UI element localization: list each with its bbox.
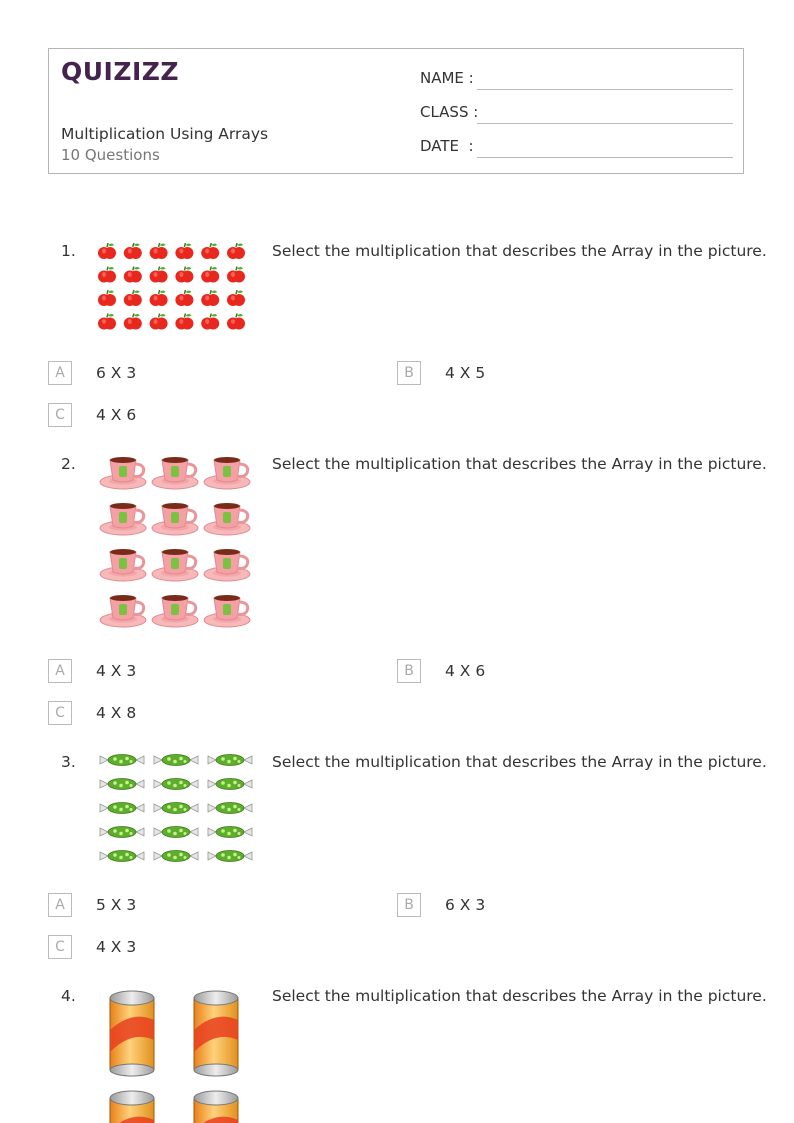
worksheet-header	[48, 48, 744, 174]
apple-icon	[98, 267, 116, 283]
teacup-icon	[152, 595, 198, 627]
candy-icon	[208, 755, 252, 766]
question-text: Select the multiplication that describes the Array in the picture.	[272, 753, 767, 771]
date-label: DATE :	[420, 137, 474, 155]
question-text: Select the multiplication that describes the Array in the picture.	[272, 455, 767, 473]
option-b-box[interactable]: B	[397, 659, 421, 683]
option-b-text: 6 X 3	[445, 896, 486, 914]
candy-icon	[154, 755, 198, 766]
question-count: 10 Questions	[61, 146, 160, 164]
can-icon	[194, 1091, 238, 1123]
can-array-icon	[104, 984, 254, 1123]
question-number: 1.	[61, 242, 76, 260]
candy-icon	[208, 851, 252, 862]
candy-icon	[100, 851, 144, 862]
teacup-icon	[204, 595, 250, 627]
apple-icon	[227, 267, 245, 283]
option-a-text: 4 X 3	[96, 662, 137, 680]
option-a-text: 6 X 3	[96, 364, 137, 382]
option-b-box[interactable]: B	[397, 893, 421, 917]
option-a-box[interactable]: A	[48, 361, 72, 385]
option-a-text: 5 X 3	[96, 896, 137, 914]
apple-icon	[227, 290, 245, 306]
apple-icon	[124, 243, 142, 259]
quizizz-logo: QUIZIZZ	[61, 57, 180, 86]
apple-icon	[98, 243, 116, 259]
option-c-text: 4 X 3	[96, 938, 137, 956]
apple-icon	[175, 314, 193, 330]
candy-icon	[208, 827, 252, 838]
apple-icon	[98, 290, 116, 306]
teacup-icon	[100, 595, 146, 627]
candy-icon	[100, 779, 144, 790]
apple-icon	[201, 290, 219, 306]
candy-icon	[154, 827, 198, 838]
teacup-array-icon	[98, 452, 254, 632]
option-c-box[interactable]: C	[48, 935, 72, 959]
question-number: 4.	[61, 987, 76, 1005]
option-c-box[interactable]: C	[48, 701, 72, 725]
option-c-text: 4 X 6	[96, 406, 137, 424]
apple-icon	[175, 290, 193, 306]
question-number: 3.	[61, 753, 76, 771]
option-b-text: 4 X 5	[445, 364, 486, 382]
apple-icon	[201, 243, 219, 259]
teacup-icon	[204, 457, 250, 489]
option-c-box[interactable]: C	[48, 403, 72, 427]
teacup-icon	[152, 457, 198, 489]
apple-icon	[175, 267, 193, 283]
apple-icon	[98, 314, 116, 330]
worksheet-title: Multiplication Using Arrays	[61, 125, 269, 143]
candy-array-icon	[98, 750, 256, 866]
candy-icon	[100, 755, 144, 766]
name-line[interactable]	[477, 89, 733, 90]
teacup-icon	[204, 503, 250, 535]
option-a-box[interactable]: A	[48, 893, 72, 917]
teacup-icon	[152, 503, 198, 535]
apple-icon	[124, 290, 142, 306]
can-icon	[110, 1091, 154, 1123]
apple-icon	[150, 314, 168, 330]
apple-icon	[124, 314, 142, 330]
teacup-icon	[204, 549, 250, 581]
option-b-text: 4 X 6	[445, 662, 486, 680]
apple-icon	[124, 267, 142, 283]
candy-icon	[208, 803, 252, 814]
date-line[interactable]	[477, 157, 733, 158]
candy-icon	[154, 803, 198, 814]
teacup-icon	[100, 457, 146, 489]
apple-array-icon	[96, 238, 252, 334]
apple-icon	[175, 243, 193, 259]
apple-icon	[227, 243, 245, 259]
can-icon	[194, 991, 238, 1076]
teacup-icon	[100, 549, 146, 581]
teacup-icon	[100, 503, 146, 535]
candy-icon	[208, 779, 252, 790]
teacup-icon	[152, 549, 198, 581]
apple-icon	[201, 314, 219, 330]
apple-icon	[150, 243, 168, 259]
apple-icon	[150, 267, 168, 283]
question-number: 2.	[61, 455, 76, 473]
candy-icon	[154, 851, 198, 862]
candy-icon	[154, 779, 198, 790]
name-label: NAME :	[420, 69, 474, 87]
can-icon	[110, 991, 154, 1076]
apple-icon	[227, 314, 245, 330]
class-label: CLASS :	[420, 103, 479, 121]
question-text: Select the multiplication that describes the Array in the picture.	[272, 987, 767, 1005]
candy-icon	[100, 827, 144, 838]
option-c-text: 4 X 8	[96, 704, 137, 722]
apple-icon	[201, 267, 219, 283]
class-line[interactable]	[477, 123, 733, 124]
question-text: Select the multiplication that describes the Array in the picture.	[272, 242, 767, 260]
apple-icon	[150, 290, 168, 306]
option-b-box[interactable]: B	[397, 361, 421, 385]
candy-icon	[100, 803, 144, 814]
option-a-box[interactable]: A	[48, 659, 72, 683]
